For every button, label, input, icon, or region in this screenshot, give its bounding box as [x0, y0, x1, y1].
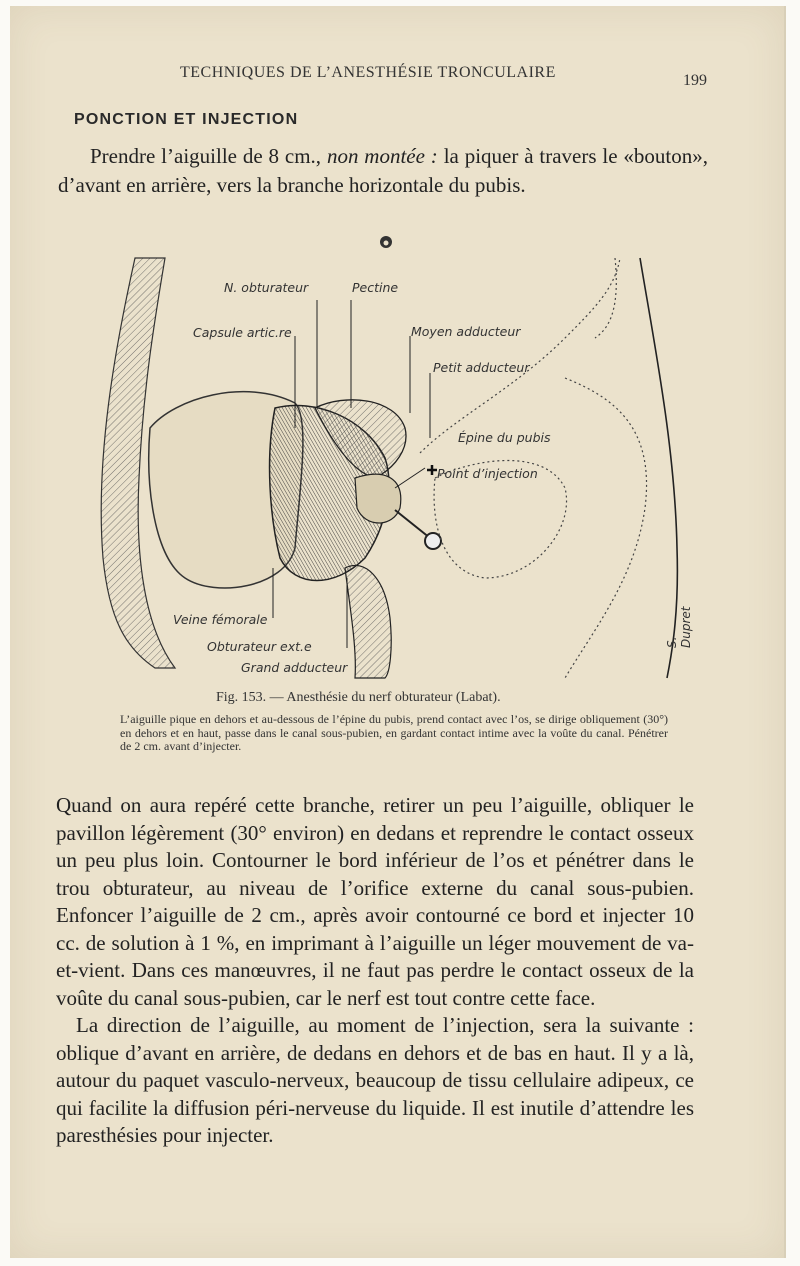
inner-outline	[595, 258, 616, 338]
label-veine-femorale: Veine fémorale	[173, 612, 268, 627]
label-petit-adducteur: Petit adducteur	[433, 360, 530, 375]
figure-caption-title: Fig. 153. — Anesthésie du nerf obturateur (Labat).	[216, 690, 501, 705]
page-number: 199	[683, 72, 707, 89]
intro-paragraph	[58, 142, 708, 200]
label-epine-pubis: Épine du pubis	[458, 430, 551, 445]
artist-signature: S. Dupret	[665, 606, 693, 648]
body-paragraph-2: La direction de l’aiguille, au moment de l’injection, sera la suivante : oblique d’avant en arrière, de dedans en dehors et de bas en haut. Il y a là, autour du paquet vasculo-nerveux, beaucoup de tissu cellulaire adipeux, ce qui facilite la diffusion péri-nerveuse du liquide. Il est inutile d’attendre les paresthésies pour injecter.	[56, 1013, 694, 1147]
printer-mark-icon	[380, 236, 392, 248]
section-title: PONCTION ET INJECTION	[74, 111, 299, 128]
label-grand-adducteur: Grand adducteur	[241, 660, 348, 675]
hip-dotted-curve	[565, 378, 647, 678]
label-moyen-adducteur: Moyen adducteur	[411, 324, 521, 339]
label-capsule: Capsule artic.re	[193, 325, 292, 340]
label-obturateur: N. obturateur	[224, 280, 309, 295]
body-paragraph-1: Quand on aura repéré cette branche, retirer un peu l’aiguille, obliquer le pavillon légèrement (30° environ) en dedans et reprendre le contact osseux un peu plus loin. Contourner le bord inférieur de l’os et pénétrer dans le trou obturateur, au niveau de l’orifice externe du canal sous-pubien. Enfoncer l’aiguille de 2 cm., après avoir contourné ce bord et injecter 10 cc. de solution à 1 %, en imprimant à l’aiguille un léger mouvement de va-et-vient. Dans ces manœuvres, il ne faut pas perdre le contact osseux de la voûte du canal sous-pubien, car le nerf est tout contre cette face.	[56, 793, 694, 1010]
pelvis-dotted-outline	[420, 258, 620, 453]
figure-caption-body: L’aiguille pique en dehors et au-dessous de l’épine du pubis, prend contact avec l’os, se dirige obliquement (30°) en dehors et en haut, passe dans le canal sous-pubien, en gardant contact intime avec la voûte du canal. Pénétrer de 2 cm. avant d’injecter.	[120, 712, 668, 753]
label-point-injection: Point d’injection	[437, 466, 538, 481]
grand-adductor	[345, 565, 391, 678]
intro-text-after: la piquer à travers le «bouton», d’avant en arrière, vers la branche horizontale du pubis.	[58, 144, 709, 197]
intro-emphasis: non montée :	[326, 144, 438, 168]
label-obturateur-ext: Obturateur ext.e	[207, 639, 312, 654]
intro-text-before: Prendre l’aiguille de 8 cm.,	[90, 144, 322, 168]
needle-icon	[395, 510, 441, 549]
running-head: TECHNIQUES DE L’ANESTHÉSIE TRONCULAIRE	[180, 64, 556, 81]
body-text	[56, 792, 694, 1150]
adductor-bundle	[355, 474, 401, 523]
label-pectine: Pectine	[352, 280, 399, 295]
anatomical-figure	[95, 228, 695, 688]
injection-point-icon	[427, 465, 437, 475]
